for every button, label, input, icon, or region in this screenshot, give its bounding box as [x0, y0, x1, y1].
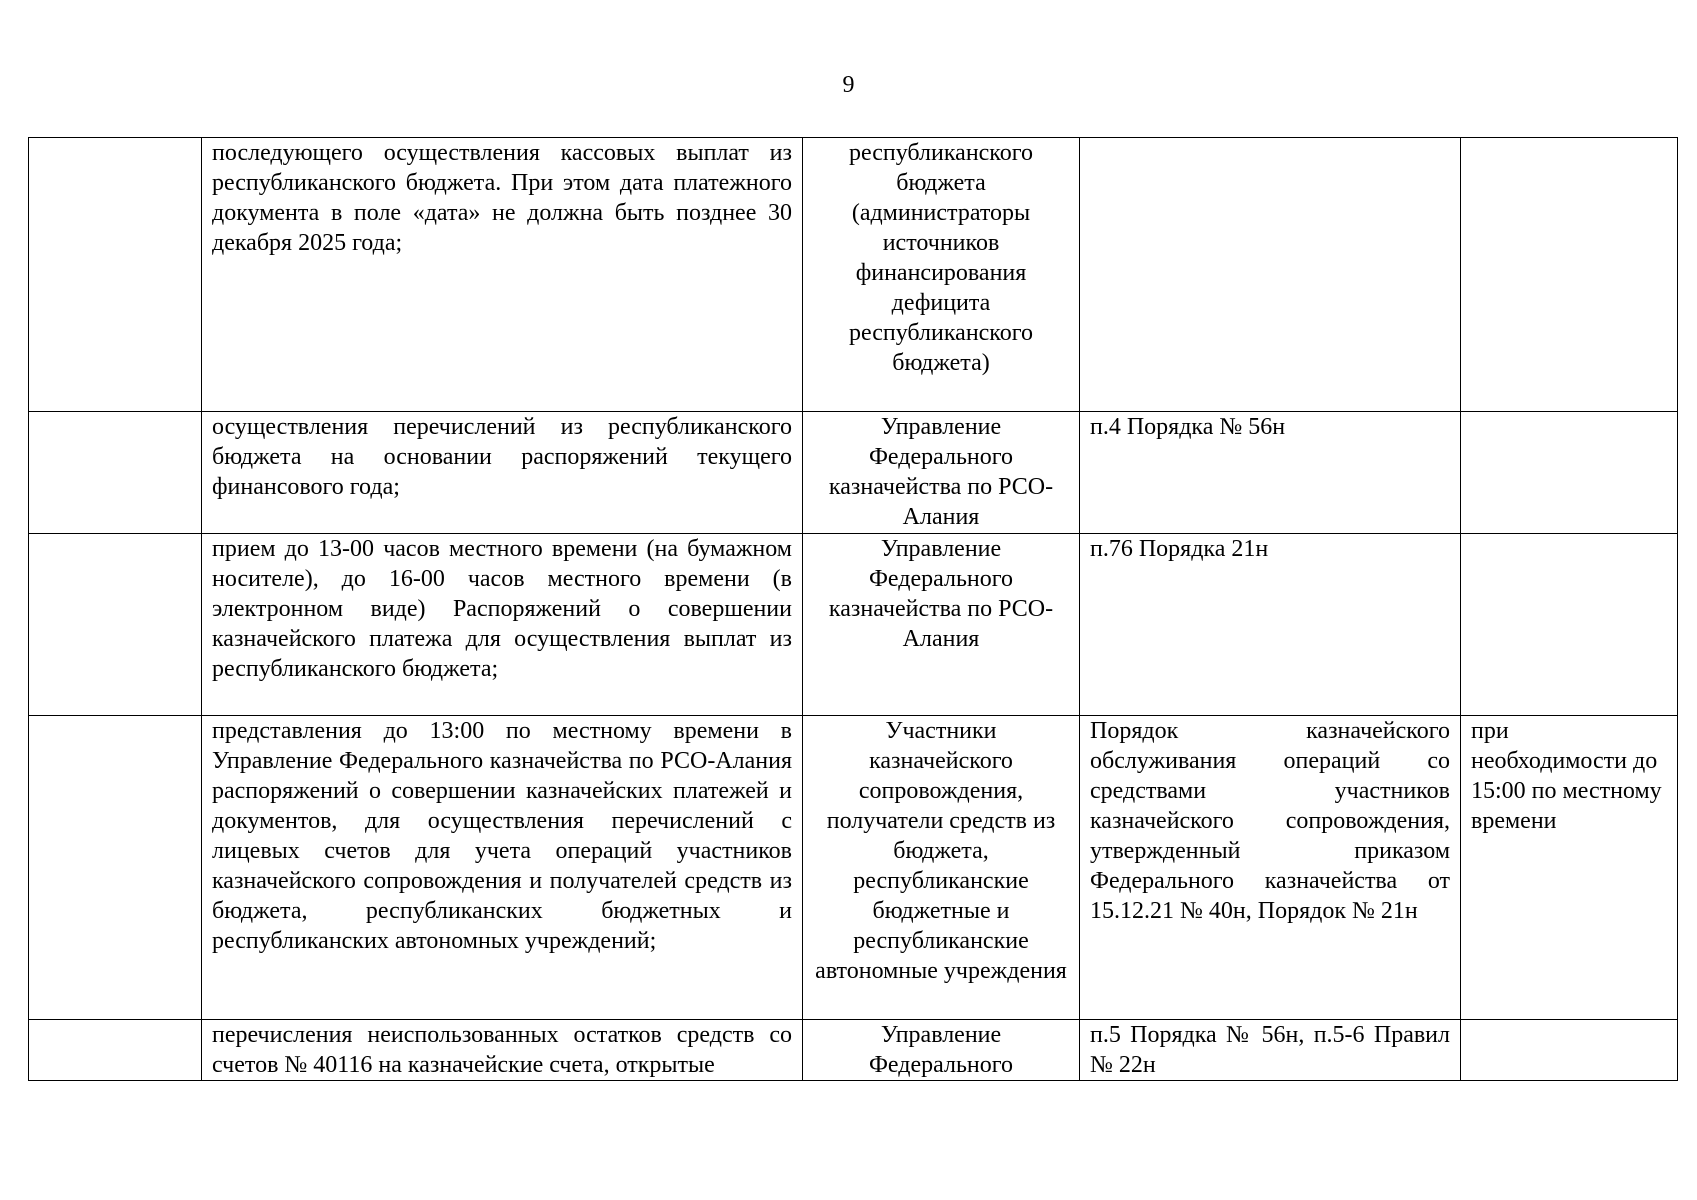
note-cell: [1461, 534, 1678, 716]
table-row: [29, 534, 1678, 716]
note-cell: [1461, 412, 1678, 534]
basis-cell: Порядок казначейского обслуживания операций со средствами участников казначейского сопровождения, утвержденный приказом Федерального казначейства от 15.12.21 № 40н, Порядок № 21н: [1080, 716, 1461, 1020]
document-table: [28, 137, 1678, 1081]
action-text-cell: осуществления перечислений из республиканского бюджета на основании распоряжений текущего финансового года;: [202, 412, 803, 534]
basis-cell: п.4 Порядка № 56н: [1080, 412, 1461, 534]
executor-cell: республиканского бюджета (администраторы источников финансирования дефицита республиканского бюджета): [803, 138, 1080, 412]
table-row: [29, 138, 1678, 412]
note-cell: при необходимости до 15:00 по местному времени: [1461, 716, 1678, 1020]
table-row: [29, 1020, 1678, 1081]
basis-cell: п.5 Порядка № 56н, п.5-6 Правил № 22н: [1080, 1020, 1461, 1081]
page-number: 9: [842, 72, 855, 98]
executor-cell: Управление Федерального: [803, 1020, 1080, 1081]
row-number-cell: [29, 716, 202, 1020]
executor-cell: Управление Федерального казначейства по РСО-Алания: [803, 534, 1080, 716]
action-text-cell: прием до 13-00 часов местного времени (на бумажном носителе), до 16-00 часов местного времени (в электронном виде) Распоряжений о совершении казначейского платежа для осуществления выплат из республиканского бюджета;: [202, 534, 803, 716]
row-number-cell: [29, 412, 202, 534]
executor-cell: Участники казначейского сопровождения, получатели средств из бюджета, республиканские бюджетные и республиканские автономные учреждения: [803, 716, 1080, 1020]
table-row: [29, 412, 1678, 534]
action-text-cell: перечисления неиспользованных остатков средств со счетов № 40116 на казначейские счета, открытые: [202, 1020, 803, 1081]
action-text-cell: последующего осуществления кассовых выплат из республиканского бюджета. При этом дата платежного документа в поле «дата» не должна быть позднее 30 декабря 2025 года;: [202, 138, 803, 412]
table-row: [29, 716, 1678, 1020]
note-cell: [1461, 138, 1678, 412]
row-number-cell: [29, 1020, 202, 1081]
action-text-cell: представления до 13:00 по местному времени в Управление Федерального казначейства по РСО-Алания распоряжений о совершении казначейских платежей и документов, для осуществления перечислений с лицевых счетов для учета операций участников казначейского сопровождения и получателей средств из бюджета, республиканских бюджетных и республиканских автономных учреждений;: [202, 716, 803, 1020]
note-cell: [1461, 1020, 1678, 1081]
basis-cell: [1080, 138, 1461, 412]
executor-cell: Управление Федерального казначейства по РСО-Алания: [803, 412, 1080, 534]
basis-cell: п.76 Порядка 21н: [1080, 534, 1461, 716]
row-number-cell: [29, 534, 202, 716]
row-number-cell: [29, 138, 202, 412]
